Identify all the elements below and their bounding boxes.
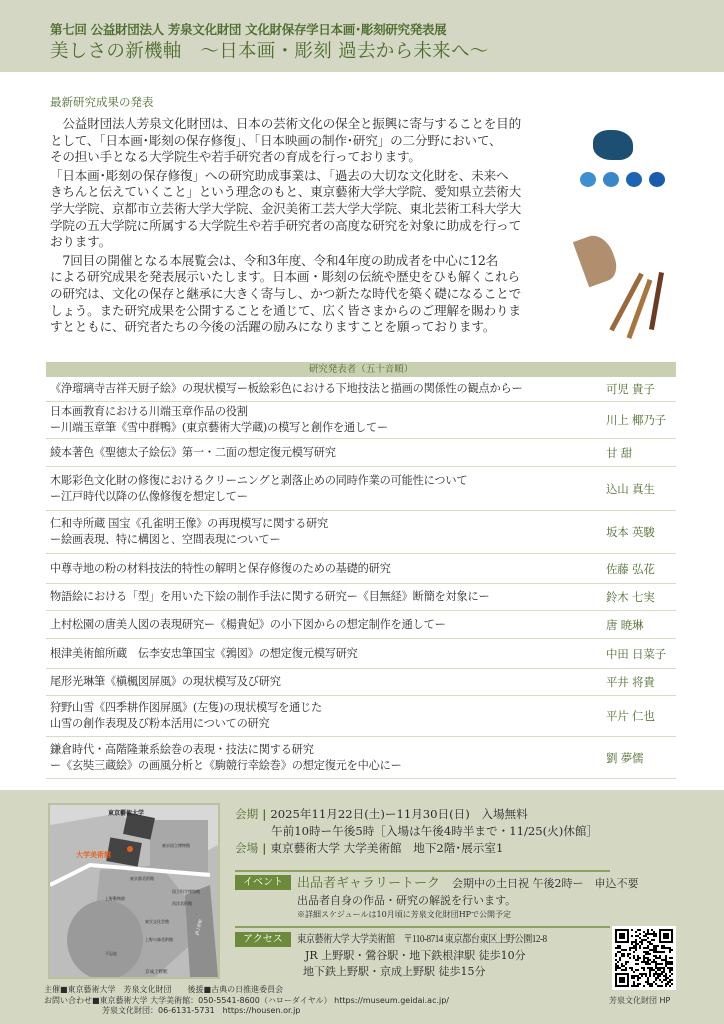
- title-line: ー絵画表現、特に構図と、空間表現についてー: [50, 533, 281, 546]
- title-line: 《浄瑠璃寺吉祥天厨子絵》の現状模写ー板絵彩色における下地技法と描画の関係性の観点からー: [50, 382, 523, 395]
- pigment-powder-image: [580, 172, 665, 187]
- presenter-name: 坂本 英駿: [606, 525, 655, 539]
- venue-value: 東京藝術大学 大学美術館 地下2階･展示室1: [270, 841, 504, 855]
- research-title: [46, 674, 606, 690]
- event-info: 会期 | 2025年11月22日(土)ー11月30日(日) 入場無料 午前10時ー午後5時［入場は午後4時半まで・11/25(火)休館］ 会場 | 東京藝術大学 大学美術館 地下2階･展示室1: [235, 807, 599, 855]
- presenter-name: 可児 貴子: [606, 382, 655, 396]
- table-row: [46, 584, 676, 611]
- title-line: 狩野山雪《四季耕作図屏風》(左隻)の現状模写を通じた: [50, 701, 323, 714]
- presenter-name: 佐藤 弘花: [606, 561, 655, 576]
- table-row: [46, 554, 676, 584]
- period-label: 会期: [235, 807, 259, 821]
- access-map: [48, 803, 220, 979]
- research-title: [46, 381, 606, 397]
- research-title: [46, 561, 606, 577]
- research-title: [46, 646, 606, 662]
- table-row: [46, 696, 676, 737]
- text-line: 学院の五大学院に所属する大学院生や若手研究者の高度な研究を対象に助成を行って: [50, 217, 521, 233]
- map-label-pond: 不忍池: [105, 951, 117, 956]
- event-section: [235, 875, 639, 921]
- access-subway: 地下鉄上野駅・京成上野駅 徒歩15分: [303, 965, 486, 978]
- period-value: 2025年11月22日(土)ー11月30日(日) 入場無料: [270, 807, 528, 821]
- event-title: 出品者ギャラリートーク: [297, 876, 441, 891]
- event-desc: 出品者自身の作品・研究の解説を行います。: [297, 894, 517, 907]
- text-line: 学大学院、京都市立芸術大学大学院、金沢美術工芸大学大学院、東北芸術工科大学大: [50, 200, 521, 216]
- access-tag: アクセス: [235, 932, 291, 947]
- table-row: [46, 611, 676, 639]
- presenter-name: 川上 椰乃子: [606, 413, 666, 427]
- map-label-tobi: 東京都美術館: [130, 876, 154, 881]
- text-line: おります。: [50, 234, 111, 250]
- title-line: 物語絵における「型」を用いた下絵の制作手法に関する研究ー《目無経》断簡を対象にー: [50, 590, 490, 603]
- title-line: 上村松園の唐美人図の表現研究ー《楊貴妃》の小下図からの想定制作を通してー: [50, 617, 446, 631]
- event-detail: 会期中の土日祝 午後2時ー 申込不要: [452, 877, 639, 890]
- pigment-stone-image: [593, 130, 633, 160]
- contact-museum: お問い合わせ■東京藝術大学 大学美術館：050-5541-8600（ハローダイヤル） https://museum.geidai.ac.jp/: [44, 995, 450, 1005]
- text-line: その担い手となる大学院生や若手研究者の育成を行っております。: [50, 149, 421, 165]
- header-band: [0, 0, 724, 72]
- presenters-table: [46, 362, 676, 779]
- research-title: [46, 404, 606, 436]
- table-row: [46, 467, 676, 511]
- table-row: [46, 669, 676, 696]
- wooden-hand-image: [573, 231, 621, 288]
- map-label-natmuseum: 東京国立博物館: [162, 843, 190, 848]
- qr-caption: 芳泉文化財団 HP: [609, 996, 671, 1005]
- research-title: [46, 445, 606, 461]
- title-line: 鎌倉時代・高階隆兼系絵巻の表現・技法に関する研究: [50, 742, 314, 756]
- organizers: 主催■東京藝術大学 芳泉文化財団 後援■古典の日推進委員会: [44, 985, 284, 994]
- divider: [235, 870, 610, 872]
- table-row: [46, 639, 676, 669]
- credits: [44, 985, 449, 1017]
- table-row: [46, 737, 676, 779]
- exhibition-subtitle: 第七回 公益財団法人 芳泉文化財団 文化財保存学日本画･彫刻研究発表展: [50, 22, 447, 37]
- title-line: 仁和寺所蔵 国宝《孔雀明王像》の再現模写に関する研究: [50, 517, 329, 530]
- text-line: として、「日本画･彫刻の保存修復」、「日本映画の制作･研究」の二分野において、: [50, 132, 502, 148]
- title-line: ー江戸時代以降の仏像修復を想定してー: [50, 489, 248, 503]
- exhibition-title: 美しさの新機軸 ～日本画・彫刻 過去から未来へ～: [50, 41, 489, 62]
- research-title: [46, 516, 606, 548]
- table-row: [46, 511, 676, 554]
- map-label-jr: JR上野駅: [194, 918, 204, 936]
- event-note: ※詳細スケジュールは10月頃に芳泉文化財団HPで公開予定: [297, 910, 512, 919]
- text-line: の研究は、文化の保存と継承に大きく寄与し、かつ新たな時代を築く礎になることで: [50, 285, 521, 301]
- title-line: 山雪の創作表現及び粉本活用についての研究: [50, 717, 270, 730]
- map-label-seiyo: 西洋美術館: [172, 901, 192, 906]
- map-label-univ: 東京藝術大学: [108, 810, 145, 817]
- qr-code[interactable]: [612, 926, 676, 990]
- text-line: きちんと伝えていくこと」という理念のもと、東京藝術大学大学院、愛知県立芸術大: [50, 184, 521, 200]
- research-title: [46, 742, 606, 774]
- research-title: [46, 700, 606, 732]
- venue-label: 会場: [235, 841, 259, 855]
- artwork-photos: [580, 110, 724, 350]
- event-tag: イベント: [235, 875, 291, 890]
- research-title: [46, 473, 606, 505]
- table-row: [46, 402, 676, 439]
- text-line: 公益財団法人芳泉文化財団は、日本の芸術文化の保全と振興に寄与することを目的: [50, 116, 521, 131]
- map-label-keisei: 京成上野駅: [145, 970, 168, 975]
- access-section: [235, 932, 580, 980]
- title-line: 中尊寺地の粉の材料技法的特性の解明と保存修復のための基礎的研究: [50, 561, 391, 575]
- text-line: しょう。また研究成果を公開することを通じて、広く皆さまからのご理解を賜わりま: [50, 302, 521, 318]
- text-line: すとともに、研究者たちの今後の活躍の励みになりますことを願っております。: [50, 319, 496, 335]
- title-line: 綾本著色《聖徳太子絵伝》第一・二面の想定復元模写研究: [50, 445, 336, 459]
- presenter-name: 平片 仁也: [606, 709, 655, 723]
- section-heading: 最新研究成果の発表: [50, 95, 154, 109]
- research-title: [46, 617, 606, 633]
- title-line: 木彫彩色文化財の修復におけるクリーニングと剥落止めの同時作業の可能性について: [50, 473, 468, 487]
- map-label-bunka: 東京文化会館: [145, 919, 169, 924]
- access-address: 東京藝術大学 大学美術館 〒110-8714 東京都台東区上野公園12-8: [296, 934, 547, 945]
- intro-paragraph: [50, 168, 580, 251]
- presenter-name: 鈴木 七実: [606, 590, 655, 604]
- contact-foundation: 芳泉文化財団：06-6131-5731 https://housen.or.jp: [102, 1006, 301, 1015]
- map-label-kahaku: 国立科学博物館: [172, 889, 200, 894]
- research-title: [46, 589, 606, 605]
- title-line: ー《玄奘三蔵絵》の画風分析と《駒競行幸絵巻》の想定復元を中心にー: [50, 758, 402, 772]
- presenter-name: 中田 日菜子: [606, 646, 666, 661]
- presenter-name: 唐 暁琳: [606, 617, 644, 632]
- title-line: 根津美術館所蔵 伝李安忠筆国宝《鶉図》の想定復元模写研究: [50, 646, 358, 660]
- presenter-name: 平井 将貴: [606, 675, 655, 689]
- intro-paragraph: [50, 116, 580, 166]
- map-label-mori: 上野の森美術館: [145, 937, 173, 942]
- intro-text: [50, 116, 580, 338]
- presenter-name: 劉 夢儒: [606, 750, 644, 765]
- text-line: 「日本画･彫刻の保存修復」への研究助成事業は、「過去の大切な文化財を、未来へ: [50, 167, 509, 183]
- hours-value: 午前10時ー午後5時［入場は午後4時半まで・11/25(火)休館］: [271, 824, 599, 838]
- title-line: ー川端玉章筆《雪中群鴨》(東京藝術大学蔵)の模写と創作を通してー: [50, 421, 388, 434]
- map-label-museum: 大学美術館: [76, 851, 111, 859]
- text-line: 7回目の開催となる本展覧会は、令和3年度、令和4年度の助成者を中心に12名: [50, 252, 499, 268]
- title-line: 尾形光琳筆《槇楓図屏風》の現状模写及び研究: [50, 675, 281, 688]
- map-label-zoo: 上野動物園: [105, 896, 125, 901]
- presenter-name: 込山 真生: [606, 481, 655, 496]
- access-jr: JR 上野駅・鶯谷駅・地下鉄根津駅 徒歩10分: [305, 949, 526, 962]
- table-row: [46, 439, 676, 467]
- title-line: 日本画教育における川端玉章作品の役割: [50, 405, 248, 418]
- table-row: [46, 377, 676, 402]
- text-line: による研究成果を発表展示いたします。日本画・彫刻の伝統や歴史をひも解くこれら: [50, 269, 520, 285]
- intro-paragraph: [50, 253, 580, 336]
- divider: [235, 926, 610, 928]
- table-header: 研究発表者（五十音順）: [46, 362, 676, 377]
- presenter-name: 甘 甜: [606, 445, 633, 460]
